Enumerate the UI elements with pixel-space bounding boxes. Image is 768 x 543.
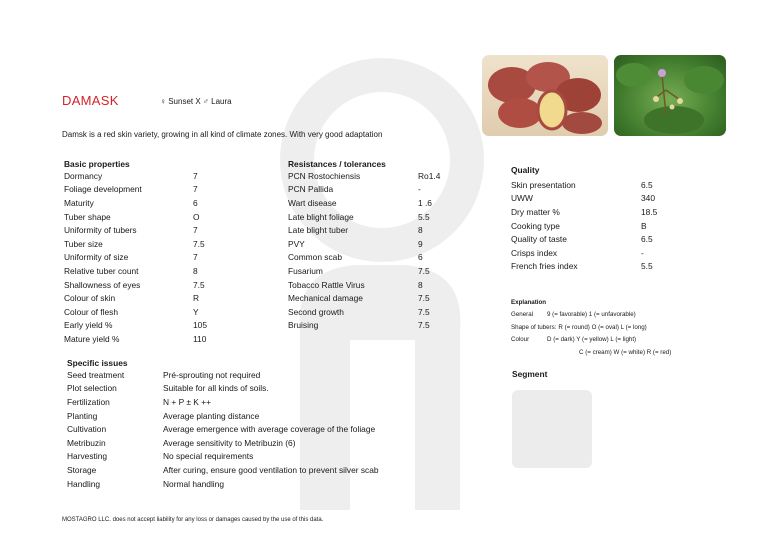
resistance-row-label: PVY	[288, 238, 305, 249]
basic-property-row-label: Tuber size	[64, 238, 103, 249]
specific-issue-row-value: Average planting distance	[163, 410, 260, 421]
specific-issue-row-value: N + P ± K ++	[163, 396, 211, 407]
specific-issues-title: Specific issues	[67, 358, 128, 368]
quality-row-label: UWW	[511, 193, 533, 204]
basic-property-row	[64, 223, 207, 237]
basic-property-row-label: Tuber shape	[64, 211, 111, 222]
specific-issue-row-value: No special requirements	[163, 451, 254, 462]
variety-title: DAMASK	[62, 93, 119, 108]
basic-property-row-label: Foliage development	[64, 184, 142, 195]
quality-row-value: 340	[641, 193, 655, 204]
basic-property-row-label: Maturity	[64, 197, 94, 208]
specific-issue-row-value: Average emergence with average coverage of the foliage	[163, 424, 376, 435]
basic-property-row-value: 7	[193, 184, 198, 195]
resistance-row-value: 7.5	[418, 320, 430, 331]
resistance-row	[288, 319, 440, 333]
basic-property-row-value: 8	[193, 265, 198, 276]
quality-row-label: Cooking type	[511, 220, 560, 231]
basic-property-row-label: Shallowness of eyes	[64, 279, 141, 290]
explanation-label: Shape of tubers:	[511, 323, 557, 331]
quality-row-label: Skin presentation	[511, 179, 576, 190]
resistance-row-value: 7.5	[418, 293, 430, 304]
specific-issue-row	[67, 463, 379, 477]
explanation-title: Explanation	[511, 299, 547, 306]
resistance-row-value: -	[418, 184, 421, 195]
segment-box	[512, 390, 592, 468]
explanation-section	[511, 297, 671, 359]
quality-row-value: 6.5	[641, 234, 653, 245]
resistance-row	[288, 223, 440, 237]
explanation-row	[511, 347, 671, 359]
explanation-row	[511, 322, 671, 334]
resistance-row-label: Wart disease	[288, 197, 337, 208]
basic-property-row	[64, 237, 207, 251]
basic-property-row-label: Early yield %	[64, 320, 113, 331]
basic-property-row-value: 7	[193, 170, 198, 181]
basic-property-row-value: 7	[193, 225, 198, 236]
basic-property-row	[64, 251, 207, 265]
basic-property-row-value: 7	[193, 252, 198, 263]
specific-issue-row-label: Cultivation	[67, 424, 107, 435]
resistance-row-label: PCN Pallida	[288, 184, 334, 195]
explanation-value: C (= cream) W (= white) R (= red)	[579, 348, 672, 356]
explanation-value: 9 (= favorable) 1 (= unfavorable)	[547, 311, 636, 319]
basic-property-row	[64, 196, 207, 210]
specific-issues-section	[67, 358, 379, 490]
quality-row-label: French fries index	[511, 261, 578, 272]
specific-issue-row	[67, 477, 379, 491]
resistance-row-label: Fusarium	[288, 265, 323, 276]
explanation-value: D (= dark) Y (= yellow) L (= light)	[547, 336, 637, 344]
resistance-row-label: Tobacco Rattle Virus	[288, 279, 365, 290]
basic-properties-table	[64, 169, 207, 346]
disclaimer-text: MOSTAGRO LLC. does not accept liability for any loss or damages caused by the use of this data.	[62, 517, 324, 523]
specific-issue-row-label: Planting	[67, 410, 98, 421]
quality-row-label: Dry matter %	[511, 206, 560, 217]
resistance-row	[288, 237, 440, 251]
specific-issue-row-label: Seed treatment	[67, 369, 125, 380]
resistance-row	[288, 251, 440, 265]
resistance-row	[288, 264, 440, 278]
specific-issue-row-label: Plot selection	[67, 383, 117, 394]
resistances-table	[288, 169, 440, 332]
quality-row	[511, 178, 657, 192]
plant-photo	[614, 55, 726, 136]
specific-issue-row	[67, 409, 379, 423]
quality-row-label: Quality of taste	[511, 234, 567, 245]
basic-property-row-label: Uniformity of size	[64, 252, 129, 263]
resistance-row-value: 9	[418, 238, 423, 249]
basic-properties-title: Basic properties	[64, 159, 130, 169]
basic-property-row	[64, 291, 207, 305]
basic-property-row	[64, 169, 207, 183]
specific-issue-row-label: Storage	[67, 464, 97, 475]
quality-row	[511, 246, 657, 260]
quality-table	[511, 178, 657, 273]
resistance-row-label: Bruising	[288, 320, 319, 331]
resistance-row-label: Common scab	[288, 252, 342, 263]
basic-property-row	[64, 332, 207, 346]
specific-issue-row-label: Handling	[67, 478, 101, 489]
quality-row	[511, 219, 657, 233]
quality-row-value: B	[641, 220, 647, 231]
specific-issue-row	[67, 436, 379, 450]
quality-row	[511, 260, 657, 274]
resistance-row-value: 5.5	[418, 211, 430, 222]
basic-property-row	[64, 278, 207, 292]
quality-row-value: 6.5	[641, 179, 653, 190]
explanation-row	[511, 309, 671, 321]
quality-row	[511, 232, 657, 246]
tubers-photo-illustration	[482, 55, 608, 136]
basic-property-row-value: R	[193, 293, 200, 304]
parentage-text: ♀ Sunset X ♂ Laura	[160, 97, 232, 106]
resistance-row	[288, 278, 440, 292]
basic-property-row-value: 105	[193, 320, 207, 331]
resistance-row-label: PCN Rostochiensis	[288, 170, 361, 181]
explanation-value: R (= round) O (= oval) L (= long)	[558, 323, 647, 331]
quality-row-value: -	[641, 247, 644, 258]
resistance-row-value: Ro1.4	[418, 170, 441, 181]
specific-issue-row	[67, 450, 379, 464]
specific-issue-row	[67, 395, 379, 409]
resistance-row-value: 8	[418, 279, 423, 290]
resistance-row-label: Late blight foliage	[288, 211, 354, 222]
basic-property-row-label: Dormancy	[64, 170, 103, 181]
quality-row	[511, 192, 657, 206]
resistance-row-label: Second growth	[288, 306, 344, 317]
basic-property-row-label: Uniformity of tubers	[64, 225, 137, 236]
basic-property-row-value: 7.5	[193, 238, 205, 249]
specific-issue-row	[67, 382, 379, 396]
resistance-row-value: 1 .6	[418, 197, 432, 208]
resistance-row-value: 7.5	[418, 265, 430, 276]
tubers-photo	[482, 55, 608, 136]
quality-row-value: 5.5	[641, 261, 653, 272]
quality-title: Quality	[511, 165, 540, 175]
basic-property-row	[64, 183, 207, 197]
resistance-row	[288, 305, 440, 319]
resistance-row-value: 7.5	[418, 306, 430, 317]
quality-row-value: 18.5	[641, 206, 658, 217]
resistances-section	[288, 159, 440, 332]
resistance-row	[288, 183, 440, 197]
resistance-row-value: 6	[418, 252, 423, 263]
specific-issue-row-value: After curing, ensure good ventilation to prevent silver scab	[163, 464, 379, 475]
basic-property-row-value: 6	[193, 197, 198, 208]
specific-issue-row-label: Harvesting	[67, 451, 108, 462]
resistance-row	[288, 291, 440, 305]
explanation-row	[511, 334, 671, 346]
specific-issue-row-value: Suitable for all kinds of soils.	[163, 383, 269, 394]
resistance-row	[288, 210, 440, 224]
basic-property-row-label: Mature yield %	[64, 333, 120, 344]
specific-issues-table	[67, 368, 379, 490]
resistance-row-label: Late blight tuber	[288, 225, 349, 236]
basic-property-row-value: O	[193, 211, 200, 222]
resistance-row-label: Mechanical damage	[288, 293, 363, 304]
basic-property-row	[64, 319, 207, 333]
quality-row	[511, 205, 657, 219]
explanation-label: Colour	[511, 336, 530, 344]
specific-issue-row-value: Pré-sprouting not required	[163, 369, 261, 380]
basic-property-row-label: Relative tuber count	[64, 265, 139, 276]
basic-property-row-value: Y	[193, 306, 199, 317]
specific-issue-row-value: Normal handling	[163, 478, 224, 489]
variety-description: Damsk is a red skin variety, growing in all kind of climate zones. With very good adaptation	[62, 130, 383, 139]
explanation-label: General	[511, 311, 534, 319]
specific-issue-row	[67, 422, 379, 436]
plant-photo-illustration	[614, 55, 726, 136]
basic-property-row	[64, 305, 207, 319]
basic-property-row-label: Colour of skin	[64, 293, 116, 304]
basic-property-row-value: 110	[193, 333, 207, 344]
basic-property-row-value: 7.5	[193, 279, 205, 290]
quality-row-label: Crisps index	[511, 247, 558, 258]
resistances-title: Resistances / tolerances	[288, 159, 386, 169]
basic-property-row	[64, 264, 207, 278]
basic-properties-section	[64, 159, 207, 346]
resistance-row	[288, 196, 440, 210]
segment-title: Segment	[512, 369, 548, 379]
specific-issue-row	[67, 368, 379, 382]
quality-section	[511, 165, 657, 273]
specific-issue-row-value: Average sensitivity to Metribuzin (6)	[163, 437, 296, 448]
basic-property-row	[64, 210, 207, 224]
resistance-row	[288, 169, 440, 183]
resistance-row-value: 8	[418, 225, 423, 236]
basic-property-row-label: Colour of flesh	[64, 306, 118, 317]
specific-issue-row-label: Metribuzin	[67, 437, 106, 448]
specific-issue-row-label: Fertilization	[67, 396, 110, 407]
